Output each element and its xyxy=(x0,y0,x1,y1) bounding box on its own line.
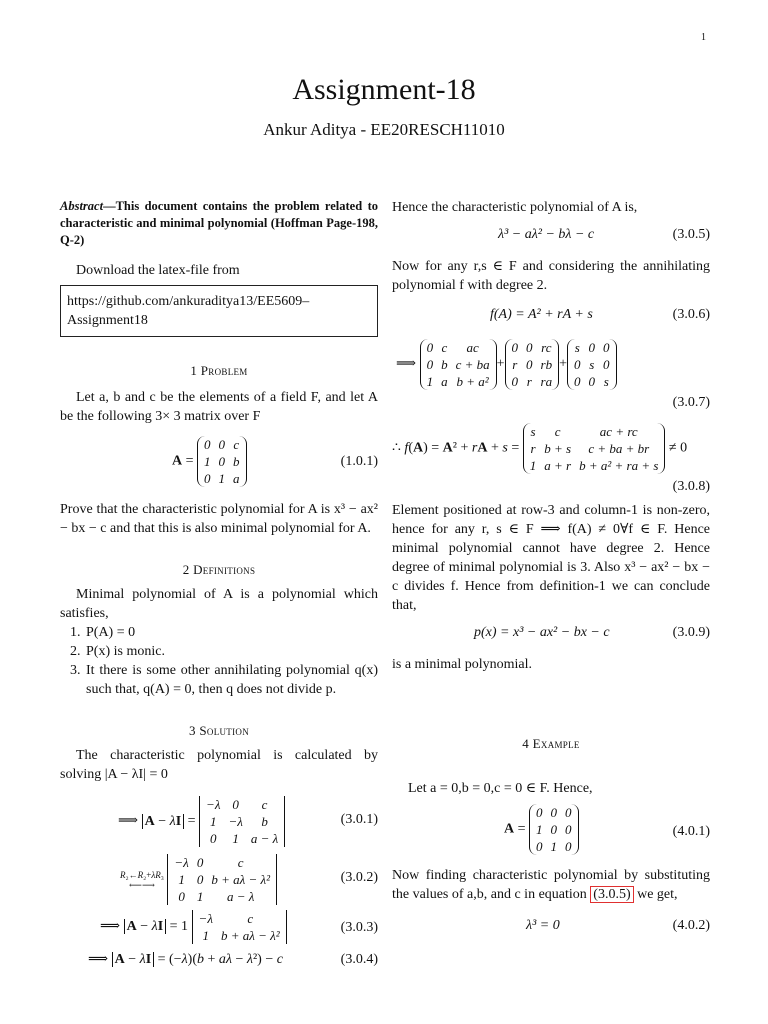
equation-number: (3.0.8) xyxy=(672,479,710,494)
matrix-A-def: A = 0 0 c 1 0 b 0 1 a xyxy=(172,436,247,487)
section-number: 3 xyxy=(189,723,196,738)
annihilating-poly: f(A) = A² + rA + s xyxy=(490,307,593,322)
equation-number: (1.0.1) xyxy=(340,454,378,469)
author-line: Ankur Aditya - EE20RESCH11010 xyxy=(263,120,505,139)
f-of-A-matrix: ∴ f(A) = A² + rA + s = s c ac + rc r b + s c + ba + br 1 a + r b + a² + ra + s ≠ 0 xyxy=(392,424,688,473)
equation-number: (3.0.3) xyxy=(340,920,378,935)
equation-number: (3.0.2) xyxy=(340,870,378,885)
is-minimal-text: is a minimal polynomial. xyxy=(392,657,532,672)
row-op-arrow: R₂←R₂+λR₃ ⟵⟶ xyxy=(120,869,164,890)
char-poly: λ³ − aλ² − bλ − c xyxy=(498,227,595,242)
matrix-A-squared: 0 c ac 0 b c + ba 1 a b + a² xyxy=(420,339,497,390)
section-title: Problem xyxy=(200,363,248,378)
matrix-f-A: s c ac + rc r b + s c + ba + br 1 a + r b + a² + ra + s xyxy=(523,423,666,474)
equation-3-0-5 xyxy=(392,225,710,247)
det-expansion-3: ⟹ A − λI = 1 −λ c 1 b + aλ − λ² xyxy=(100,910,287,944)
minimal-poly: p(x) = x³ − ax² − bx − c xyxy=(474,625,610,640)
left-column xyxy=(60,198,378,972)
list-item: 1. P(A) = 0 xyxy=(84,623,378,642)
section-heading-solution xyxy=(60,721,378,740)
solution-intro: The characteristic polynomial is calculated by solving |A − λI| = 0 xyxy=(60,748,378,782)
problem-text: Let a, b and c be the elements of a field F, and let A be the following 3× 3 matrix over F xyxy=(60,390,378,424)
equation-number: (4.0.1) xyxy=(672,824,710,839)
list-item: 2. P(x) is monic. xyxy=(84,642,378,661)
section-title: Example xyxy=(532,736,580,751)
section-title: Definitions xyxy=(193,562,256,577)
now-finding-text xyxy=(392,866,710,904)
matrix-A-zero: 0 0 0 1 0 0 0 1 0 xyxy=(529,804,579,855)
equation-3-0-6 xyxy=(392,305,710,327)
det-bars: A − λI xyxy=(142,814,185,829)
section-heading-definitions xyxy=(60,560,378,579)
page-title: Assignment-18 xyxy=(292,73,476,106)
equation-3-0-7 xyxy=(392,339,710,419)
det-expansion-2 xyxy=(120,854,277,905)
equation-3-0-4 xyxy=(60,950,378,972)
page-number: 1 xyxy=(701,32,706,43)
now-finding-part-1: Now finding characteristic polynomial by substituting the values of a,b, and c in equation xyxy=(392,868,710,902)
section-heading-example xyxy=(392,734,710,753)
det-bars: A − λI xyxy=(112,952,155,967)
abstract-text: —This document contains the problem related to characteristic and minimal polynomial (Hoffman Page-198, Q-2) xyxy=(60,199,378,247)
definitions-intro: Minimal polynomial of A is a polynomial which satisfies, xyxy=(60,587,378,621)
now-for-any-text: Now for any r,s ∈ F and considering the annihilating polynomial f with degree 2. xyxy=(392,259,710,293)
equation-number: (3.0.1) xyxy=(340,812,378,827)
prove-text: Prove that the characteristic polynomial for A is x³ − ax² − bx − c and that this is also minimal polynomial for A. xyxy=(60,502,378,536)
right-column xyxy=(392,198,710,938)
matrix-sI: s 0 0 0 s 0 0 0 s xyxy=(567,339,617,390)
det-matrix-2: −λ 0 c 1 0 b + aλ − λ² 0 1 a − λ xyxy=(167,854,277,905)
det-expansion-1: ⟹ A − λI = −λ 0 c 1 −λ b 0 1 a − λ xyxy=(118,796,285,847)
example-let-text: Let a = 0,b = 0,c = 0 ∈ F. Hence, xyxy=(408,781,593,796)
equation-number: (3.0.9) xyxy=(672,625,710,640)
det-bars: A − λI xyxy=(124,919,167,934)
matrix-A-example: A = 0 0 0 1 0 0 0 1 0 xyxy=(504,804,579,855)
equation-3-0-9 xyxy=(392,623,710,645)
section-number: 1 xyxy=(190,363,198,378)
element-positioned-text: Element positioned at row-3 and column-1 is non-zero, hence for any r, s ∈ F ⟹ f(A) ≠ 0∀f ∈ F. Hence minimal polynomial cannot have degree 2. Hence degree of minimal polynomial is 3. Also x³ − ax² − bx − c divides f. Hence from definition-1 we can conclude that, xyxy=(392,503,710,613)
section-title: Solution xyxy=(199,723,249,738)
abstract xyxy=(60,198,378,249)
equation-reference-link[interactable]: (3.0.5) xyxy=(590,886,633,903)
equation-4-0-1 xyxy=(392,802,710,862)
equation-3-0-3 xyxy=(60,908,378,948)
example-char-poly: λ³ = 0 xyxy=(526,918,560,933)
equation-number: (3.0.7) xyxy=(672,395,710,410)
equation-3-0-8 xyxy=(392,423,710,497)
now-finding-part-2: we get, xyxy=(637,887,678,902)
equation-1-0-1 xyxy=(60,430,378,494)
repo-link[interactable]: https://github.com/ankuraditya13/EE5609–Assignment18 xyxy=(60,285,378,337)
equation-4-0-2 xyxy=(392,916,710,938)
equation-number: (3.0.4) xyxy=(340,952,378,967)
det-matrix-1: −λ 0 c 1 −λ b 0 1 a − λ xyxy=(199,796,285,847)
section-number: 4 xyxy=(522,736,530,751)
matrix-rA: 0 0 rc r 0 rb 0 r ra xyxy=(505,339,560,390)
equation-3-0-2 xyxy=(60,850,378,908)
det-matrix-3: −λ c 1 b + aλ − λ² xyxy=(192,910,287,944)
matrix-sum: ⟹ 0 c ac 0 b c + ba 1 a b + a² + 0 0 rc r 0 rb 0 r ra + s 0 0 0 s 0 0 0 s xyxy=(396,339,617,390)
equation-3-0-1 xyxy=(60,792,378,850)
definitions-list xyxy=(60,623,378,699)
equation-number: (4.0.2) xyxy=(672,918,710,933)
abstract-label: Abstract xyxy=(60,199,104,213)
equation-number: (3.0.6) xyxy=(672,307,710,322)
hence-char-text: Hence the characteristic polynomial of A is, xyxy=(392,200,638,215)
section-number: 2 xyxy=(182,562,190,577)
equation-number: (3.0.5) xyxy=(672,227,710,242)
section-heading-problem xyxy=(60,361,378,380)
download-text: Download the latex-file from xyxy=(76,263,240,278)
det-result: ⟹ A − λI = (−λ)(b + aλ − λ²) − c xyxy=(88,952,283,967)
list-item: 3. It there is some other annihilating polynomial q(x) such that, q(A) = 0, then q does not divide p. xyxy=(84,661,378,699)
matrix-A: 0 0 c 1 0 b 0 1 a xyxy=(197,436,247,487)
